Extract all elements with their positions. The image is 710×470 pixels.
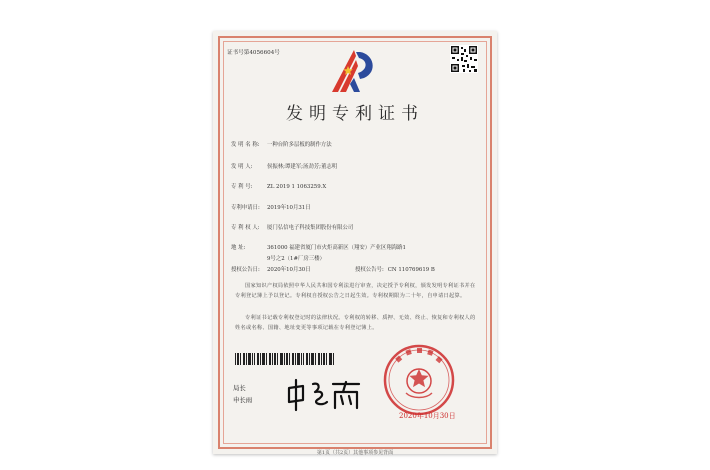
- director-signature: [283, 378, 363, 412]
- field-invention-name: [231, 143, 332, 148]
- field-label: 专利申请日:: [231, 205, 260, 211]
- page-footer: 第1页（共2页）其他事项参见背面: [316, 450, 394, 456]
- field-patentee: [231, 226, 353, 231]
- qr-code-icon: [450, 45, 478, 73]
- field-label: 发 明 名 称:: [231, 142, 260, 148]
- grant-date-label: 授权公告日:: [231, 267, 260, 273]
- field-value: 一种台阶多层板的制作方法: [267, 142, 332, 148]
- field-label: 发 明 人:: [231, 164, 253, 170]
- field-inventors: [231, 165, 337, 170]
- field-value: ZL 2019 1 1063259.X: [267, 184, 327, 190]
- field-patent-number: [231, 185, 326, 190]
- official-seal-icon: [382, 343, 456, 417]
- field-label: 专 利 权 人:: [231, 225, 260, 231]
- field-value: 2019年10月31日: [267, 205, 311, 211]
- field-grant: [231, 268, 435, 273]
- field-value: 361000 福建省厦门市火炬高新区（翔安）产业区翔海路1: [267, 245, 406, 251]
- field-value: 厦门弘信电子科技集团股份有限公司: [267, 225, 354, 231]
- field-address-line2: [231, 257, 325, 262]
- grant-date-value: 2020年10月30日: [267, 267, 311, 273]
- director-name: 申长雨: [233, 396, 253, 404]
- field-value: 9号之2（1#厂房三楼）: [267, 256, 325, 262]
- barcode-icon: [235, 353, 335, 365]
- field-value: 侯振林;谭建军;汤劲芳;董志明: [267, 164, 338, 170]
- certificate-number: 证书号第4056604号: [227, 50, 280, 56]
- director-title: 局长: [233, 384, 246, 392]
- field-label: 地 址:: [231, 245, 246, 251]
- field-address: [231, 246, 406, 251]
- field-filing-date: [231, 206, 311, 211]
- certificate-paper: [213, 31, 497, 454]
- seal-date: 2020年10月30日: [399, 412, 456, 420]
- certificate-title: 发明专利证书: [286, 104, 424, 124]
- paragraph-grant-statement: 国家知识产权局依照中华人民共和国专利法进行审查，决定授予专利权，颁发发明专利证书并在专利登记簿上予以登记。专利权自授权公告之日起生效。专利权期限为二十年，自申请日起算。: [235, 283, 476, 299]
- paragraph-legal-status: 专利证书记载专利权登记时的法律状况。专利权的转移、质押、无效、终止、恢复和专利权人的姓名或名称、国籍、地址变更等事项记载在专利登记簿上。: [235, 315, 476, 331]
- grant-number-value: CN 110769619 B: [387, 267, 435, 273]
- cnipa-logo-icon: [326, 46, 382, 96]
- field-label: 专 利 号:: [231, 184, 253, 190]
- grant-number-label: 授权公告号:: [355, 267, 384, 273]
